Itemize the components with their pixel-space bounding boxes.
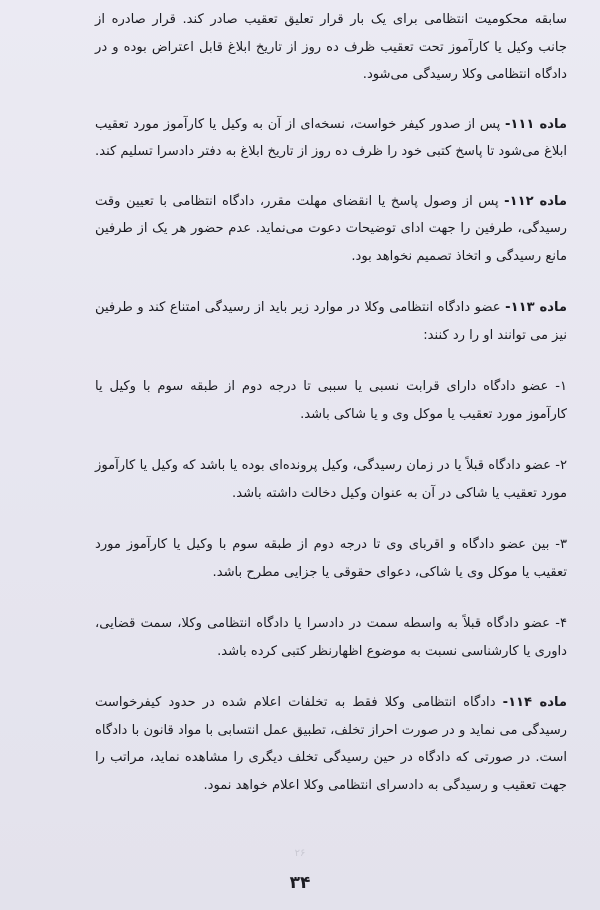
- article-111-heading: ماده ۱۱۱-: [504, 116, 568, 132]
- article-114-heading: ماده ۱۱۴-: [502, 695, 567, 710]
- intro-paragraph: سابقه محکومیت انتظامی برای یک بار قرار تعلیق تعقیب صادر کند. قرار صادره از جانب وکیل یا کارآموز تحت تعقیب ظرف ده روز از تاریخ ابلاغ قابل اعتراض بوده و در دادگاه انتظامی وکلا رسیدگی می‌شود.: [95, 12, 567, 82]
- document-body: [95, 6, 567, 799]
- article-112-heading: ماده ۱۱۲-: [504, 193, 568, 209]
- article-111-text: پس از صدور کیفر خواست، نسخه‌ای از آن به وکیل یا کارآموز مورد تعقیب ابلاغ می‌شود تا پاسخ کتبی خود را ظرف ده روز از تاریخ ابلاغ به دفتر دادسرا تسلیم کند.: [95, 116, 567, 159]
- article-111: [95, 111, 567, 166]
- clause-2: ۲- عضو دادگاه قبلاً یا در زمان رسیدگی، وکیل پرونده‌ای بوده یا باشد که وکیل یا کارآموز مورد تعقیب یا شاکی در آن به عنوان وکیل دخالت داشته باشد.: [95, 458, 567, 501]
- article-113: [95, 294, 567, 349]
- bleed-through-number: ۲۶: [294, 848, 306, 859]
- clause-3: ۳- بین عضو دادگاه و اقربای وی تا درجه دوم از طبقه سوم با وکیل یا کارآموز مورد تعقیب یا موکل وی یا شاکی، دعوای حقوقی یا جزایی مطرح باشد.: [95, 537, 567, 580]
- clause-4: ۴- عضو دادگاه قبلاً به واسطه سمت در دادسرا یا دادگاه انتظامی وکلا، سمت قضایی، داوری یا کارشناسی نسبت به موضوع اظهارنظر کتبی کرده باشد.: [95, 616, 567, 659]
- article-112-text: پس از وصول پاسخ یا انقضای مهلت مقرر، دادگاه انتظامی با تعیین وقت رسیدگی، طرفین را جهت ادای توضیحات دعوت می‌نماید. عدم حضور هر یک از طرفین مانع رسیدگی و اتخاذ تصمیم نخواهد بود.: [95, 193, 567, 264]
- clause-1: ۱- عضو دادگاه دارای قرابت نسبی یا سببی تا درجه دوم از طبقه سوم با وکیل یا کارآموز مورد تعقیب یا موکل وی و یا شاکی باشد.: [95, 379, 567, 422]
- page-number: ۳۴: [289, 873, 311, 893]
- article-114: [95, 689, 567, 799]
- article-112: [95, 188, 567, 271]
- article-113-text: عضو دادگاه انتظامی وکلا در موارد زیر باید از رسیدگی امتناع کند و طرفین نیز می توانند او را رد کنند:: [95, 300, 567, 343]
- article-114-text: دادگاه انتظامی وکلا فقط به تخلفات اعلام شده در حدود کیفرخواست رسیدگی می نماید و در صورت احراز تخلف، تطبیق عمل انتسابی با مواد قانون با دادگاه است. در صورتی که دادگاه در حین رسیدگی تخلف دیگری را مشاهده نماید، مراتب را جهت تعقیب و رسیدگی به دادسرای انتظامی وکلا اعلام خواهد نمود.: [95, 695, 567, 793]
- article-113-heading: ماده ۱۱۳-: [505, 300, 567, 315]
